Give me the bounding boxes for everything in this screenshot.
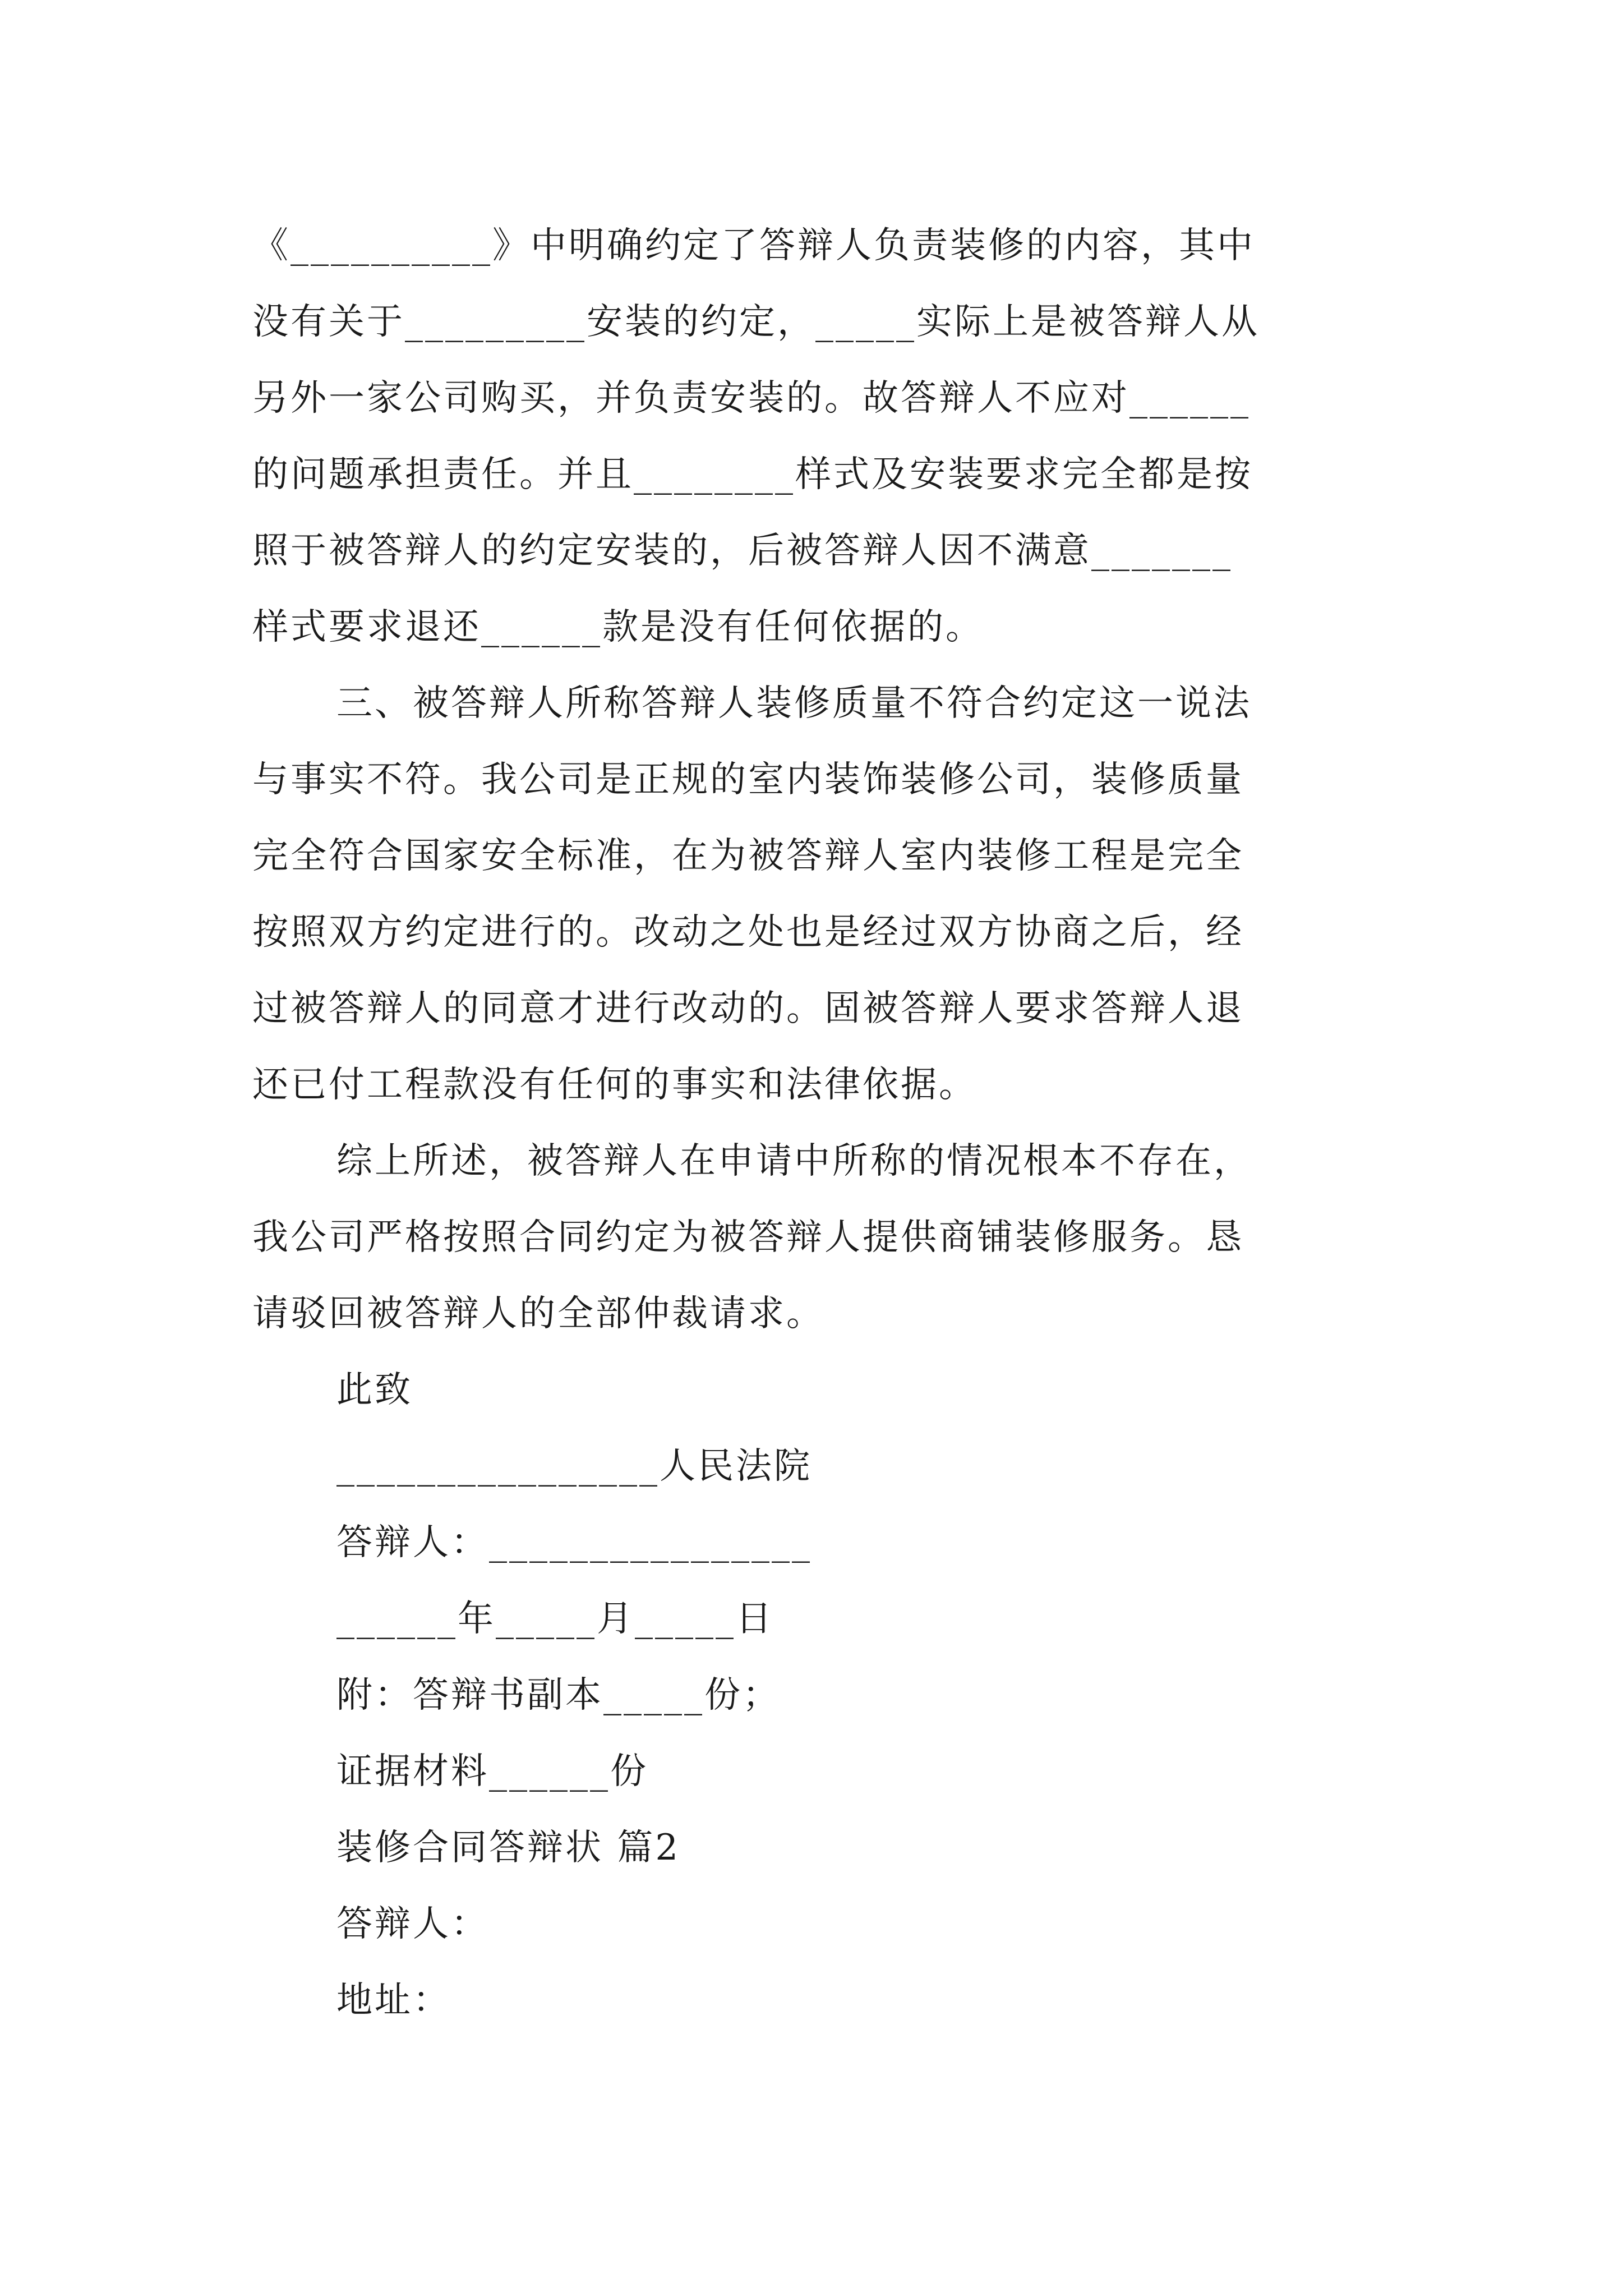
court-line: ________________人民法院 — [336, 1446, 812, 1487]
paragraph-line: 我公司严格按照合同约定为被答辩人提供商铺装修服务。恳 — [252, 1217, 1244, 1258]
paragraph-line: 过被答辩人的同意才进行改动的。固被答辩人要求答辩人退 — [252, 988, 1244, 1029]
paragraph-line: 请驳回被答辩人的全部仲裁请求。 — [252, 1293, 824, 1335]
paragraph-line: 照于被答辩人的约定安装的，后被答辩人因不满意_______ — [252, 530, 1233, 572]
document-body — [252, 208, 1385, 2039]
paragraph-line: 综上所述，被答辩人在申请中所称的情况根本不存在， — [336, 1140, 1252, 1182]
paragraph-line: 与事实不符。我公司是正规的室内装饰装修公司，装修质量 — [252, 759, 1244, 800]
paragraph-line: 还已付工程款没有任何的事实和法律依据。 — [252, 1064, 977, 1106]
paragraph-line: 三、被答辩人所称答辩人装修质量不符合约定这一说法 — [336, 683, 1252, 724]
evidence-line: 证据材料______份 — [336, 1751, 648, 1792]
paragraph-line: 《__________》中明确约定了答辩人负责装修的内容，其中 — [252, 225, 1255, 266]
attachment-line: 附：答辩书副本_____份； — [336, 1674, 781, 1716]
paragraph-line: 的问题承担责任。并且________样式及安装要求完全都是按 — [252, 454, 1253, 495]
respondent-signature-line: 答辩人：________________ — [336, 1522, 812, 1563]
section-heading: 装修合同答辩状 篇2 — [336, 1827, 681, 1869]
date-line: ______年_____月_____日 — [336, 1598, 774, 1640]
respondent-label: 答辩人： — [336, 1903, 489, 1945]
address-label: 地址： — [336, 1980, 451, 2021]
paragraph-line: 没有关于_________安装的约定，_____实际上是被答辩人从 — [252, 301, 1260, 343]
salutation-line: 此致 — [336, 1369, 413, 1411]
paragraph-line: 完全符合国家安全标准，在为被答辩人室内装修工程是完全 — [252, 835, 1244, 877]
paragraph-line: 样式要求退还______款是没有任何依据的。 — [252, 606, 984, 648]
paragraph-line: 按照双方约定进行的。改动之处也是经过双方协商之后，经 — [252, 912, 1244, 953]
paragraph-line: 另外一家公司购买，并负责安装的。故答辩人不应对______ — [252, 378, 1251, 419]
